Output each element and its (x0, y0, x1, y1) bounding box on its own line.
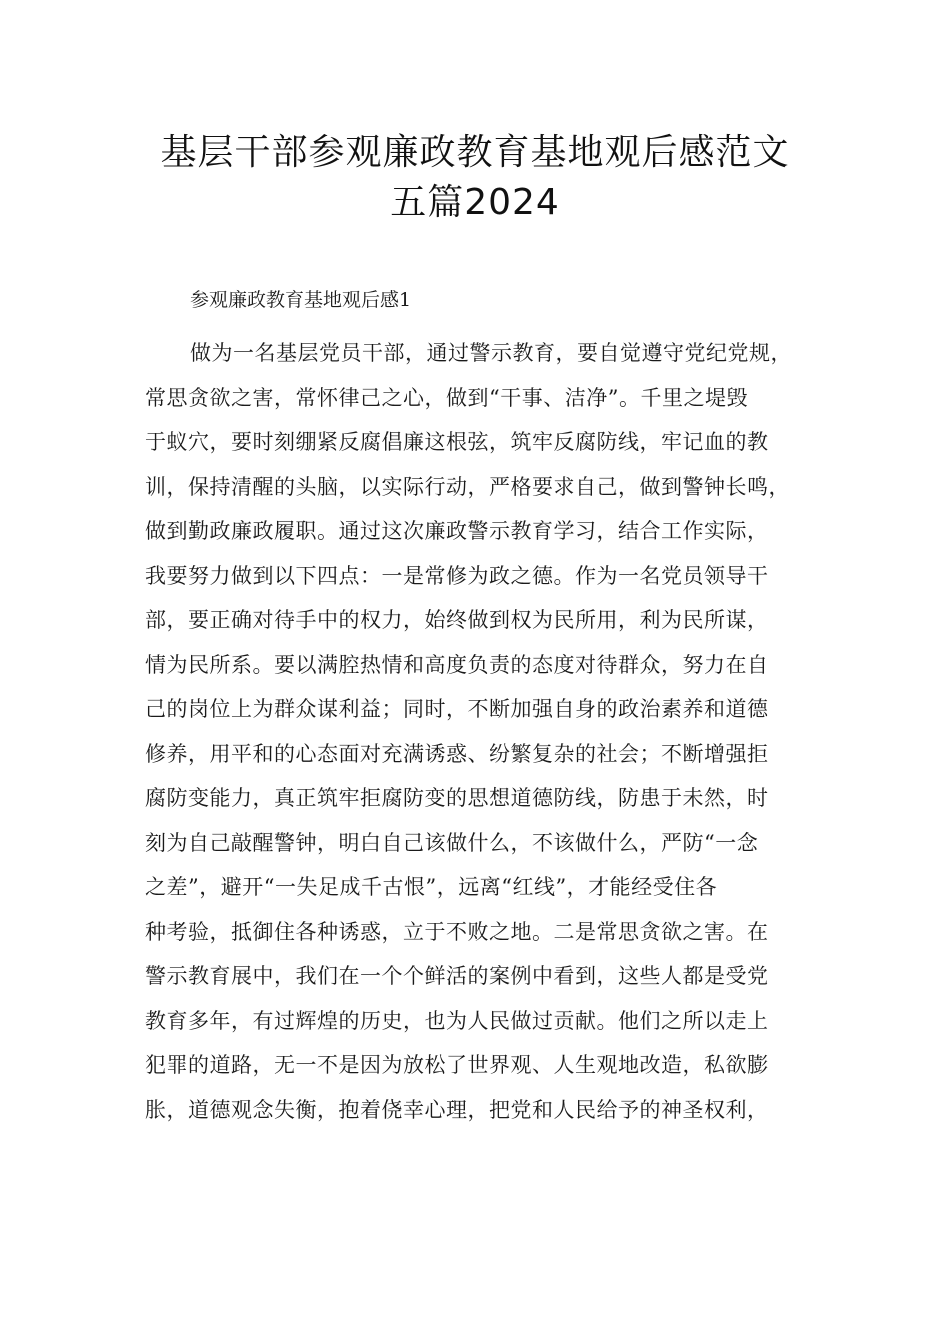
body-line: 刻为自己敲醒警钟，明白自己该做什么，不该做什么，严防“一念 (145, 830, 759, 855)
body-line: 修养，用平和的心态面对充满诱惑、纷繁复杂的社会；不断增强拒 (145, 741, 769, 766)
section-heading: 参观廉政教育基地观后感1 (190, 289, 412, 311)
body-line: 常思贪欲之害，常怀律己之心，做到“干事、洁净”。千里之堤毁 (145, 385, 748, 410)
body-line: 我要努力做到以下四点：一是常修为政之德。作为一名党员领导干 (145, 563, 769, 588)
body-line: 犯罪的道路，无一不是因为放松了世界观、人生观地改造，私欲膨 (145, 1053, 769, 1077)
body-line: 之差”，避开“一失足成千古恨”，远离“红线”，才能经受住各 (145, 875, 718, 899)
body-line: 情为民所系。要以满腔热情和高度负责的态度对待群众，努力在自 (145, 652, 769, 677)
body-line: 警示教育展中，我们在一个个鲜活的案例中看到，这些人都是受党 (145, 964, 769, 988)
body-line: 部，要正确对待手中的权力，始终做到权为民所用，利为民所谋， (145, 608, 769, 632)
body-line: 做到勤政廉政履职。通过这次廉政警示教育学习，结合工作实际， (145, 519, 769, 543)
body-line: 训，保持清醒的头脑，以实际行动，严格要求自己，做到警钟长鸣， (145, 474, 790, 499)
body-paragraph (145, 331, 835, 1132)
title-line-1: 基层干部参观廉政教育基地观后感范文 (160, 132, 790, 173)
title-line-2: 五篇2024 (390, 182, 560, 223)
document-title (0, 128, 950, 228)
body-line: 于蚁穴，要时刻绷紧反腐倡廉这根弦，筑牢反腐防线，牢记血的教 (145, 430, 769, 454)
body-line: 己的岗位上为群众谋利益；同时，不断加强自身的政治素养和道德 (145, 697, 769, 721)
body-line: 种考验，抵御住各种诱惑，立于不败之地。二是常思贪欲之害。在 (145, 919, 769, 944)
body-line: 做为一名基层党员干部，通过警示教育，要自觉遵守党纪党规， (190, 341, 792, 365)
body-line: 胀，道德观念失衡，抱着侥幸心理，把党和人民给予的神圣权利， (145, 1097, 769, 1122)
body-line: 腐防变能力，真正筑牢拒腐防变的思想道德防线，防患于未然，时 (145, 786, 769, 810)
body-line: 教育多年，有过辉煌的历史，也为人民做过贡献。他们之所以走上 (145, 1008, 769, 1033)
